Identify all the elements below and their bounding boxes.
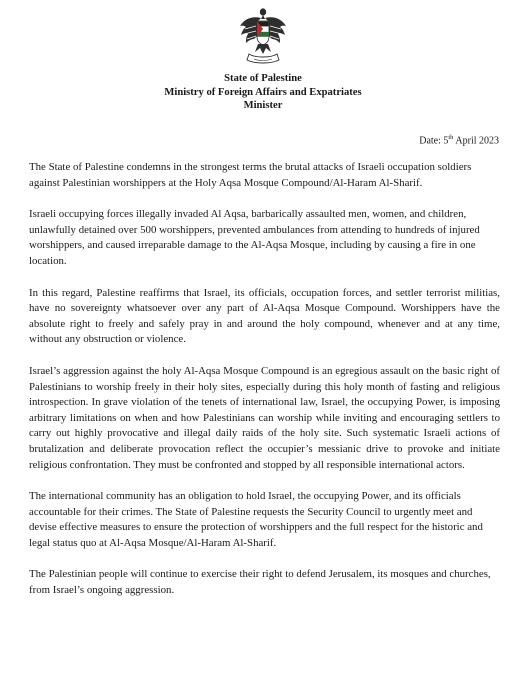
letterhead [0, 72, 526, 113]
letter-body [29, 160, 500, 615]
date-day: 5 [443, 135, 449, 147]
paragraph-1: The State of Palestine condemns in the strongest terms the brutal attacks of Israeli occupation soldiers against Palestinian worshippers at the Holy Aqsa Mosque Compound/Al-Haram Al-Sharif. [29, 161, 472, 189]
date-month-year: April 2023 [455, 135, 499, 147]
ministry-title: Ministry of Foreign Affairs and Expatriates [164, 86, 362, 98]
paragraph-6: The Palestinian people will continue to exercise their right to defend Jerusalem, its mosques and churches, from Israel’s ongoing aggression. [29, 568, 491, 597]
paragraph-3: In this regard, Palestine reaffirms that Israel, its officials, occupation forces, and settler terrorist militias, have no sovereignty whatsoever over any part of Al-Aqsa Mosque Compound. Worshippers have the absolute right to freely and safely pray in and around the holy compound, whenever and at any time, without any obstruction or violence. [29, 286, 500, 346]
palestine-eagle-emblem-icon [237, 6, 289, 68]
paragraph-2: Israeli occupying forces illegally invaded Al Aqsa, barbarically assaulted men, women, and children, unlawfully detained over 500 worshippers, prevented ambulances from attending to hundreds of injured worshippers, and caused irreparable damage to the Al-Aqsa Mosque, including by causing a fire in one location. [29, 208, 480, 267]
office-title: Minister [243, 100, 283, 111]
state-title: State of Palestine [224, 73, 302, 84]
date-suffix: th [448, 134, 454, 141]
paragraph-4: Israel’s aggression against the holy Al-Aqsa Mosque Compound is an egregious assault on the basic right of Palestinians to worship freely in their holy sites, especially during this holy month of fasting and religious introspection. In grave violation of the tenets of international law, Israel, the occupying Power, is imposing arbitrary limitations on when and how Palestinians can worship while inviting and encouraging settlers to carry out highly provocative and illegal daily raids of the holy site. Such systematic Israeli actions of brutalization and deliberate provocation reflect the occupier’s messianic drive to provoke and initiate religious confrontation. They must be confronted and stopped by all responsible international actors. [29, 364, 500, 471]
paragraph-5: The international community has an obligation to hold Israel, the occupying Power, and its officials accountable for their crimes. The State of Palestine requests the Security Council to urgently meet and devise effective measures to ensure the protection of worshippers and the full respect for the historic and legal status quo at Al-Aqsa Mosque/Al-Haram Al-Sharif. [29, 490, 483, 549]
date-label: Date: [419, 135, 441, 147]
letter-date [419, 131, 499, 147]
